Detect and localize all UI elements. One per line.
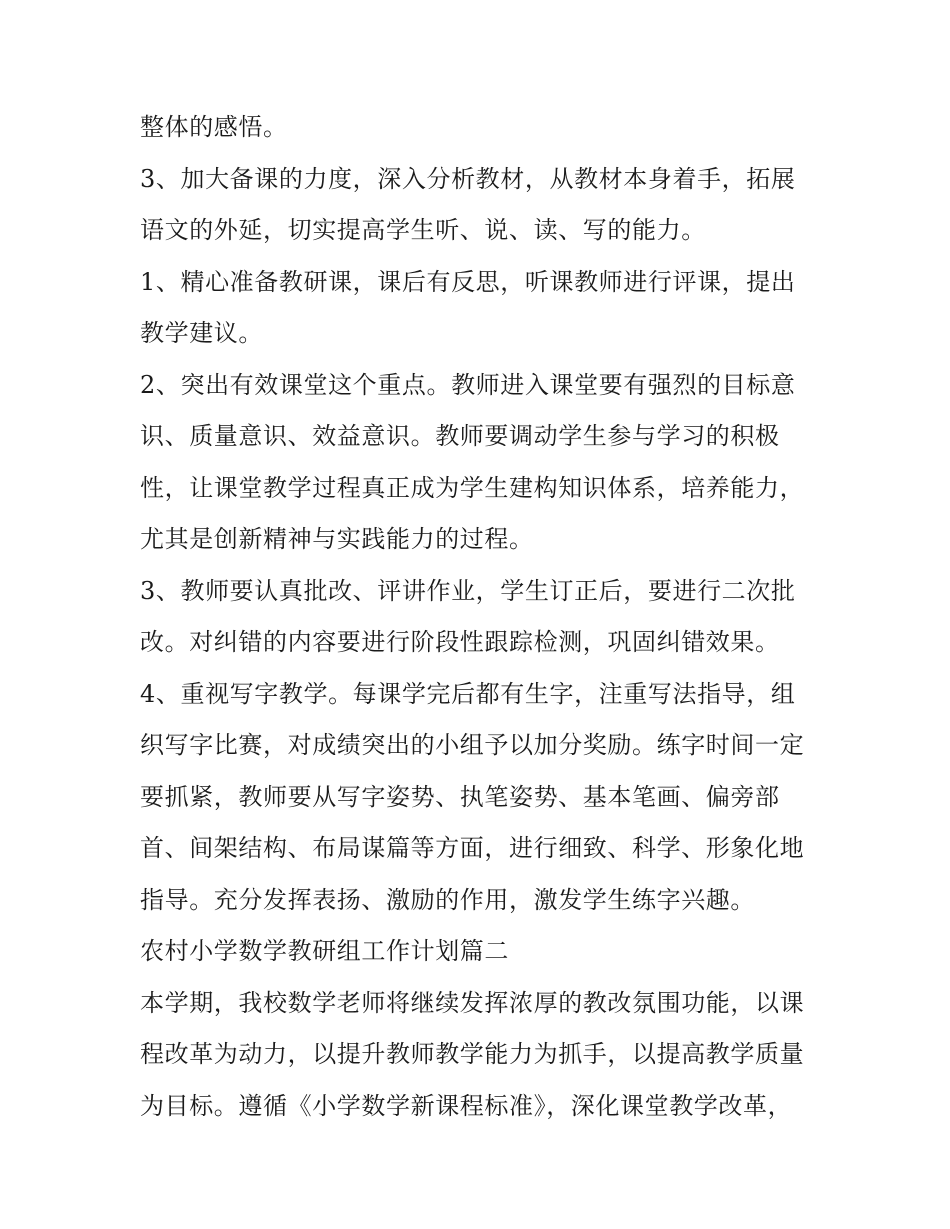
text-line: 程改革为动力，以提升教师教学能力为抓手，以提高教学质量 [140,1040,805,1068]
text-line: 3、教师要认真批改、评讲作业，学生订正后，要进行二次批 [140,576,796,605]
text-line: 识、质量意识、效益意识。教师要调动学生参与学习的积极 [140,422,780,450]
text-line: 要抓紧，教师要从写字姿势、执笔姿势、基本笔画、偏旁部 [140,782,780,811]
text-line: 尤其是创新精神与实践能力的过程。 [140,525,534,553]
text-line: 教学建议。 [140,319,263,347]
text-line: 改。对纠错的内容要进行阶段性跟踪检测，巩固纠错效果。 [140,628,780,656]
document-body [140,102,830,1132]
text-line: 1、精心准备教研课，课后有反思，听课教师进行评课，提出 [140,267,796,296]
text-line: 指导。充分发挥表扬、激励的作用，激发学生练字兴趣。 [140,885,755,914]
text-line: 4、重视写字教学。每课学完后都有生字，注重写法指导，组 [140,679,796,708]
text-line: 2、突出有效课堂这个重点。教师进入课堂要有强烈的目标意 [140,370,796,399]
text-line: 首、间架结构、布局谋篇等方面，进行细致、科学、形象化地 [140,834,805,862]
text-line: 性，让课堂教学过程真正成为学生建构知识体系，培养能力， [140,473,805,502]
text-line: 为目标。遵循《小学数学新课程标准》，深化课堂教学改革， [140,1091,793,1120]
text-line: 语文的外延，切实提高学生听、说、读、写的能力。 [140,216,706,244]
section-heading: 农村小学数学教研组工作计划篇二 [140,937,509,965]
text-line: 3、加大备课的力度，深入分析教材，从教材本身着手，拓展 [140,164,796,193]
text-line: 本学期，我校数学老师将继续发挥浓厚的教改氛围功能，以课 [140,988,805,1017]
text-line: 整体的感悟。 [140,113,288,141]
text-line: 织写字比赛，对成绩突出的小组予以加分奖励。练字时间一定 [140,731,805,759]
